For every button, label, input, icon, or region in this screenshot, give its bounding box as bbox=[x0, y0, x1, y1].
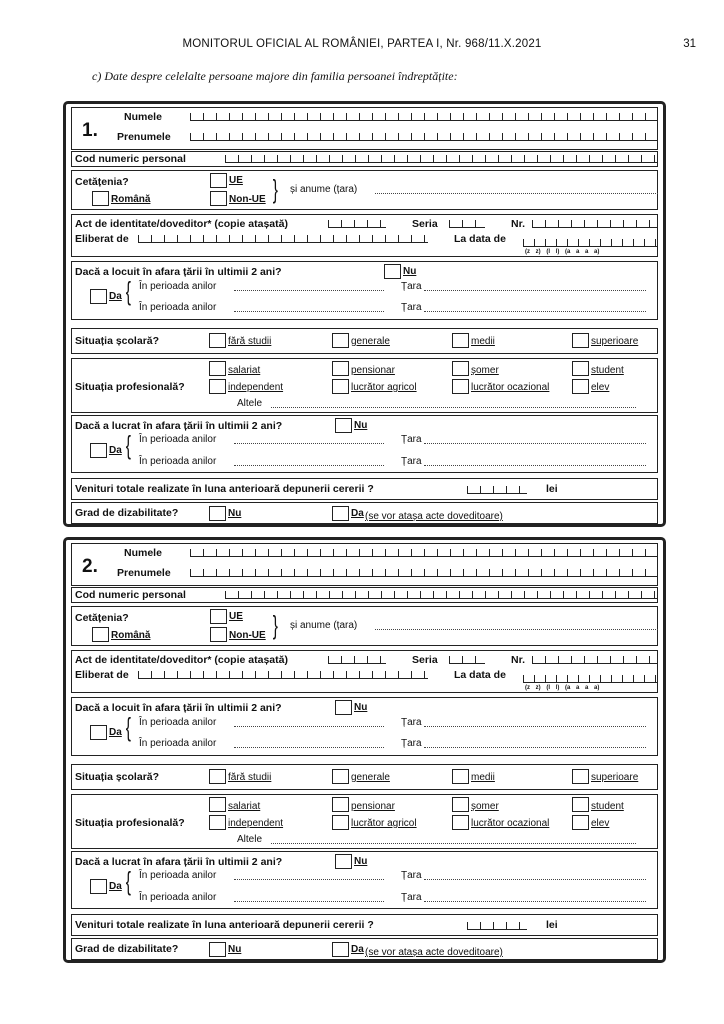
period-field-1[interactable] bbox=[234, 283, 384, 291]
disability-section bbox=[71, 938, 658, 960]
prof-unemployed-checkbox[interactable] bbox=[452, 797, 469, 812]
work-period-field-1[interactable] bbox=[234, 872, 384, 880]
period-field-2[interactable] bbox=[234, 304, 384, 312]
prof-agricultural-checkbox[interactable] bbox=[332, 815, 349, 830]
id-series-field-a[interactable] bbox=[328, 220, 386, 228]
edu-medium-option: medii bbox=[471, 336, 495, 347]
work-country-field-2[interactable] bbox=[424, 458, 646, 466]
income-section bbox=[71, 914, 658, 936]
lived-abroad-label: Dacă a locuit în afara țării în ultimii 2 ani? bbox=[75, 702, 282, 714]
prof-independent-checkbox[interactable] bbox=[209, 815, 226, 830]
education-section bbox=[71, 328, 658, 354]
disability-yes-checkbox[interactable] bbox=[332, 942, 349, 957]
prof-pensioner-option: pensionar bbox=[351, 365, 395, 376]
edu-general-checkbox[interactable] bbox=[332, 769, 349, 784]
currency-label: lei bbox=[546, 483, 558, 495]
prof-pensioner-checkbox[interactable] bbox=[332, 361, 349, 376]
period-field-1[interactable] bbox=[234, 719, 384, 727]
prof-student-checkbox[interactable] bbox=[572, 361, 589, 376]
lived-abroad-yes-checkbox[interactable] bbox=[90, 725, 107, 740]
education-section bbox=[71, 764, 658, 790]
disability-no-option: Nu bbox=[228, 944, 242, 955]
period-label-2: În perioada anilor bbox=[139, 302, 217, 313]
edu-none-checkbox[interactable] bbox=[209, 333, 226, 348]
prof-unemployed-option: șomer bbox=[471, 365, 499, 376]
currency-label: lei bbox=[546, 919, 558, 931]
edu-general-checkbox[interactable] bbox=[332, 333, 349, 348]
worked-abroad-yes-option: Da bbox=[109, 881, 122, 892]
country-label: și anume (țara) bbox=[290, 184, 358, 195]
prof-employee-option: salariat bbox=[228, 365, 261, 376]
disability-yes-option: Da bbox=[351, 508, 364, 519]
prof-agricultural-option: lucrător agricol bbox=[351, 818, 417, 829]
section-intro: c) Date despre celelalte persoane majore din familia persoanei îndreptățite: bbox=[92, 69, 458, 83]
worked-abroad-section bbox=[71, 415, 658, 473]
surname-field[interactable] bbox=[190, 113, 658, 121]
surname-label: Numele bbox=[124, 111, 162, 123]
series-label: Seria bbox=[412, 218, 438, 230]
prof-pupil-checkbox[interactable] bbox=[572, 379, 589, 394]
worked-abroad-label: Dacă a lucrat în afara țării în ultimii 2 ani? bbox=[75, 856, 283, 868]
surname-label: Numele bbox=[124, 547, 162, 559]
other-field[interactable] bbox=[271, 400, 636, 408]
prof-pensioner-option: pensionar bbox=[351, 801, 395, 812]
profession-section bbox=[71, 358, 658, 413]
education-label: Situația școlară? bbox=[75, 771, 160, 783]
page-number: 31 bbox=[683, 38, 696, 50]
prof-occasional-option: lucrător ocazional bbox=[471, 382, 550, 393]
person-number: 2. bbox=[82, 556, 98, 577]
other-label: Altele bbox=[237, 398, 263, 409]
romana-checkbox[interactable] bbox=[92, 627, 109, 642]
issued-by-field[interactable] bbox=[138, 235, 428, 243]
citizenship-section bbox=[71, 606, 658, 646]
country-label-1: Țara bbox=[401, 717, 422, 728]
person-block-1 bbox=[63, 101, 666, 527]
worked-abroad-no-checkbox[interactable] bbox=[335, 854, 352, 869]
surname-field[interactable] bbox=[190, 549, 658, 557]
id-series-field[interactable] bbox=[449, 656, 485, 664]
issue-date-field[interactable] bbox=[523, 239, 658, 247]
prof-employee-checkbox[interactable] bbox=[209, 361, 226, 376]
prof-student-option: student bbox=[591, 801, 624, 812]
disability-yes-option: Da bbox=[351, 944, 364, 955]
edu-higher-option: superioare bbox=[591, 772, 639, 783]
work-country-label-2: Țara bbox=[401, 892, 422, 903]
ue-checkbox[interactable] bbox=[210, 173, 227, 188]
edu-higher-option: superioare bbox=[591, 336, 639, 347]
work-country-field-1[interactable] bbox=[424, 872, 646, 880]
ue-option: UE bbox=[229, 175, 243, 186]
romana-option: Română bbox=[111, 194, 151, 205]
work-country-field-2[interactable] bbox=[424, 894, 646, 902]
journal-title: MONITORUL OFICIAL AL ROMÂNIEI, PARTEA I, Nr. 968/11.X.2021 bbox=[182, 38, 542, 50]
prof-employee-checkbox[interactable] bbox=[209, 797, 226, 812]
cnp-field[interactable] bbox=[225, 591, 658, 599]
lived-abroad-no-option: Nu bbox=[403, 266, 417, 277]
country-field-2[interactable] bbox=[424, 304, 646, 312]
edu-medium-checkbox[interactable] bbox=[452, 333, 469, 348]
name-section bbox=[71, 107, 658, 150]
profession-label: Situația profesională? bbox=[75, 381, 185, 393]
work-period-label-1: În perioada anilor bbox=[139, 870, 217, 881]
disability-no-checkbox[interactable] bbox=[209, 942, 226, 957]
id-doc-label: Act de identitate/doveditor* (copie atașată) bbox=[75, 654, 288, 666]
edu-none-option: fără studii bbox=[228, 336, 272, 347]
ue-option: UE bbox=[229, 611, 243, 622]
edu-general-option: generale bbox=[351, 772, 390, 783]
issue-date-label: La data de bbox=[454, 669, 506, 681]
lived-abroad-section bbox=[71, 261, 658, 320]
brace-icon: { bbox=[125, 712, 131, 742]
prof-independent-option: independent bbox=[228, 382, 284, 393]
citizenship-label: Cetățenia? bbox=[75, 176, 129, 188]
work-country-label-2: Țara bbox=[401, 456, 422, 467]
prof-independent-checkbox[interactable] bbox=[209, 379, 226, 394]
citizenship-section bbox=[71, 170, 658, 210]
person-number: 1. bbox=[82, 120, 98, 141]
period-label-1: În perioada anilor bbox=[139, 717, 217, 728]
nr-label: Nr. bbox=[511, 218, 526, 230]
brace-icon: { bbox=[125, 276, 131, 306]
prof-employee-option: salariat bbox=[228, 801, 261, 812]
series-label: Seria bbox=[412, 654, 438, 666]
country-label-2: Țara bbox=[401, 302, 422, 313]
period-label-2: În perioada anilor bbox=[139, 738, 217, 749]
non-ue-option: Non-UE bbox=[229, 630, 266, 641]
lived-abroad-no-option: Nu bbox=[354, 702, 368, 713]
edu-medium-option: medii bbox=[471, 772, 495, 783]
work-country-label-1: Țara bbox=[401, 870, 422, 881]
country-field-2[interactable] bbox=[424, 740, 646, 748]
disability-no-option: Nu bbox=[228, 508, 242, 519]
name-section bbox=[71, 543, 658, 586]
period-label-1: În perioada anilor bbox=[139, 281, 217, 292]
disability-section bbox=[71, 502, 658, 524]
lived-abroad-no-checkbox[interactable] bbox=[384, 264, 401, 279]
date-format-hint: (z z) (l l) (a a a a) bbox=[525, 685, 600, 691]
edu-none-checkbox[interactable] bbox=[209, 769, 226, 784]
income-field[interactable] bbox=[467, 922, 527, 930]
lived-abroad-section bbox=[71, 697, 658, 756]
prof-agricultural-option: lucrător agricol bbox=[351, 382, 417, 393]
edu-general-option: generale bbox=[351, 336, 390, 347]
income-label: Venituri totale realizate în luna anterioară depunerii cererii ? bbox=[75, 483, 374, 495]
edu-none-option: fără studii bbox=[228, 772, 272, 783]
prof-pupil-checkbox[interactable] bbox=[572, 815, 589, 830]
non-ue-checkbox[interactable] bbox=[210, 191, 227, 206]
work-country-label-1: Țara bbox=[401, 434, 422, 445]
education-label: Situația școlară? bbox=[75, 335, 160, 347]
prof-unemployed-checkbox[interactable] bbox=[452, 361, 469, 376]
country-label: și anume (țara) bbox=[290, 620, 358, 631]
id-section bbox=[71, 650, 658, 693]
cnp-label: Cod numeric personal bbox=[75, 589, 186, 601]
country-field[interactable] bbox=[375, 186, 658, 194]
worked-abroad-label: Dacă a lucrat în afara țării în ultimii 2 ani? bbox=[75, 420, 283, 432]
work-period-label-2: În perioada anilor bbox=[139, 456, 217, 467]
work-period-field-2[interactable] bbox=[234, 458, 384, 466]
ue-checkbox[interactable] bbox=[210, 609, 227, 624]
issue-date-label: La data de bbox=[454, 233, 506, 245]
issued-by-label: Eliberat de bbox=[75, 233, 129, 245]
worked-abroad-yes-checkbox[interactable] bbox=[90, 443, 107, 458]
brace-icon: } bbox=[272, 174, 278, 204]
worked-abroad-yes-option: Da bbox=[109, 445, 122, 456]
work-period-field-1[interactable] bbox=[234, 436, 384, 444]
edu-higher-checkbox[interactable] bbox=[572, 769, 589, 784]
first-name-label: Prenumele bbox=[117, 567, 171, 579]
lived-abroad-label: Dacă a locuit în afara țării în ultimii 2 ani? bbox=[75, 266, 282, 278]
prof-pupil-option: elev bbox=[591, 818, 610, 829]
cnp-field[interactable] bbox=[225, 155, 658, 163]
prof-occasional-checkbox[interactable] bbox=[452, 815, 469, 830]
disability-label: Grad de dizabilitate? bbox=[75, 507, 179, 519]
prof-agricultural-checkbox[interactable] bbox=[332, 379, 349, 394]
work-period-label-1: În perioada anilor bbox=[139, 434, 217, 445]
first-name-label: Prenumele bbox=[117, 131, 171, 143]
cnp-label: Cod numeric personal bbox=[75, 153, 186, 165]
brace-icon: { bbox=[125, 430, 131, 460]
lived-abroad-yes-checkbox[interactable] bbox=[90, 289, 107, 304]
brace-icon: { bbox=[125, 866, 131, 896]
prof-pensioner-checkbox[interactable] bbox=[332, 797, 349, 812]
worked-abroad-no-checkbox[interactable] bbox=[335, 418, 352, 433]
country-field-1[interactable] bbox=[424, 283, 646, 291]
prof-student-checkbox[interactable] bbox=[572, 797, 589, 812]
work-country-field-1[interactable] bbox=[424, 436, 646, 444]
issued-by-label: Eliberat de bbox=[75, 669, 129, 681]
income-label: Venituri totale realizate în luna anterioară depunerii cererii ? bbox=[75, 919, 374, 931]
country-label-2: Țara bbox=[401, 738, 422, 749]
romana-checkbox[interactable] bbox=[92, 191, 109, 206]
first-name-field[interactable] bbox=[190, 569, 658, 577]
romana-option: Română bbox=[111, 630, 151, 641]
period-field-2[interactable] bbox=[234, 740, 384, 748]
lived-abroad-yes-option: Da bbox=[109, 727, 122, 738]
country-field-1[interactable] bbox=[424, 719, 646, 727]
nr-label: Nr. bbox=[511, 654, 526, 666]
disability-label: Grad de dizabilitate? bbox=[75, 943, 179, 955]
other-field[interactable] bbox=[271, 836, 636, 844]
income-section bbox=[71, 478, 658, 500]
disability-yes-checkbox[interactable] bbox=[332, 506, 349, 521]
prof-student-option: student bbox=[591, 365, 624, 376]
profession-label: Situația profesională? bbox=[75, 817, 185, 829]
country-field[interactable] bbox=[375, 622, 658, 630]
other-label: Altele bbox=[237, 834, 263, 845]
id-number-field[interactable] bbox=[532, 220, 658, 228]
id-series-field-a[interactable] bbox=[328, 656, 386, 664]
disability-note: (se vor atașa acte doveditoare) bbox=[365, 511, 503, 522]
edu-higher-checkbox[interactable] bbox=[572, 333, 589, 348]
lived-abroad-yes-option: Da bbox=[109, 291, 122, 302]
date-format-hint: (z z) (l l) (a a a a) bbox=[525, 249, 600, 255]
prof-independent-option: independent bbox=[228, 818, 284, 829]
first-name-field[interactable] bbox=[190, 133, 658, 141]
issue-date-field[interactable] bbox=[523, 675, 658, 683]
issued-by-field[interactable] bbox=[138, 671, 428, 679]
disability-no-checkbox[interactable] bbox=[209, 506, 226, 521]
worked-abroad-no-option: Nu bbox=[354, 856, 368, 867]
id-doc-label: Act de identitate/doveditor* (copie atașată) bbox=[75, 218, 288, 230]
edu-medium-checkbox[interactable] bbox=[452, 769, 469, 784]
non-ue-checkbox[interactable] bbox=[210, 627, 227, 642]
lived-abroad-no-checkbox[interactable] bbox=[335, 700, 352, 715]
cnp-section bbox=[71, 587, 658, 603]
profession-section bbox=[71, 794, 658, 849]
prof-occasional-checkbox[interactable] bbox=[452, 379, 469, 394]
id-series-field[interactable] bbox=[449, 220, 485, 228]
country-label-1: Țara bbox=[401, 281, 422, 292]
income-field[interactable] bbox=[467, 486, 527, 494]
person-block-2 bbox=[63, 537, 666, 963]
id-section bbox=[71, 214, 658, 257]
worked-abroad-yes-checkbox[interactable] bbox=[90, 879, 107, 894]
work-period-field-2[interactable] bbox=[234, 894, 384, 902]
prof-unemployed-option: șomer bbox=[471, 801, 499, 812]
citizenship-label: Cetățenia? bbox=[75, 612, 129, 624]
work-period-label-2: În perioada anilor bbox=[139, 892, 217, 903]
non-ue-option: Non-UE bbox=[229, 194, 266, 205]
prof-occasional-option: lucrător ocazional bbox=[471, 818, 550, 829]
brace-icon: } bbox=[272, 610, 278, 640]
prof-pupil-option: elev bbox=[591, 382, 610, 393]
worked-abroad-no-option: Nu bbox=[354, 420, 368, 431]
id-number-field[interactable] bbox=[532, 656, 658, 664]
cnp-section bbox=[71, 151, 658, 167]
disability-note: (se vor atașa acte doveditoare) bbox=[365, 947, 503, 958]
worked-abroad-section bbox=[71, 851, 658, 909]
page-header bbox=[0, 38, 724, 54]
